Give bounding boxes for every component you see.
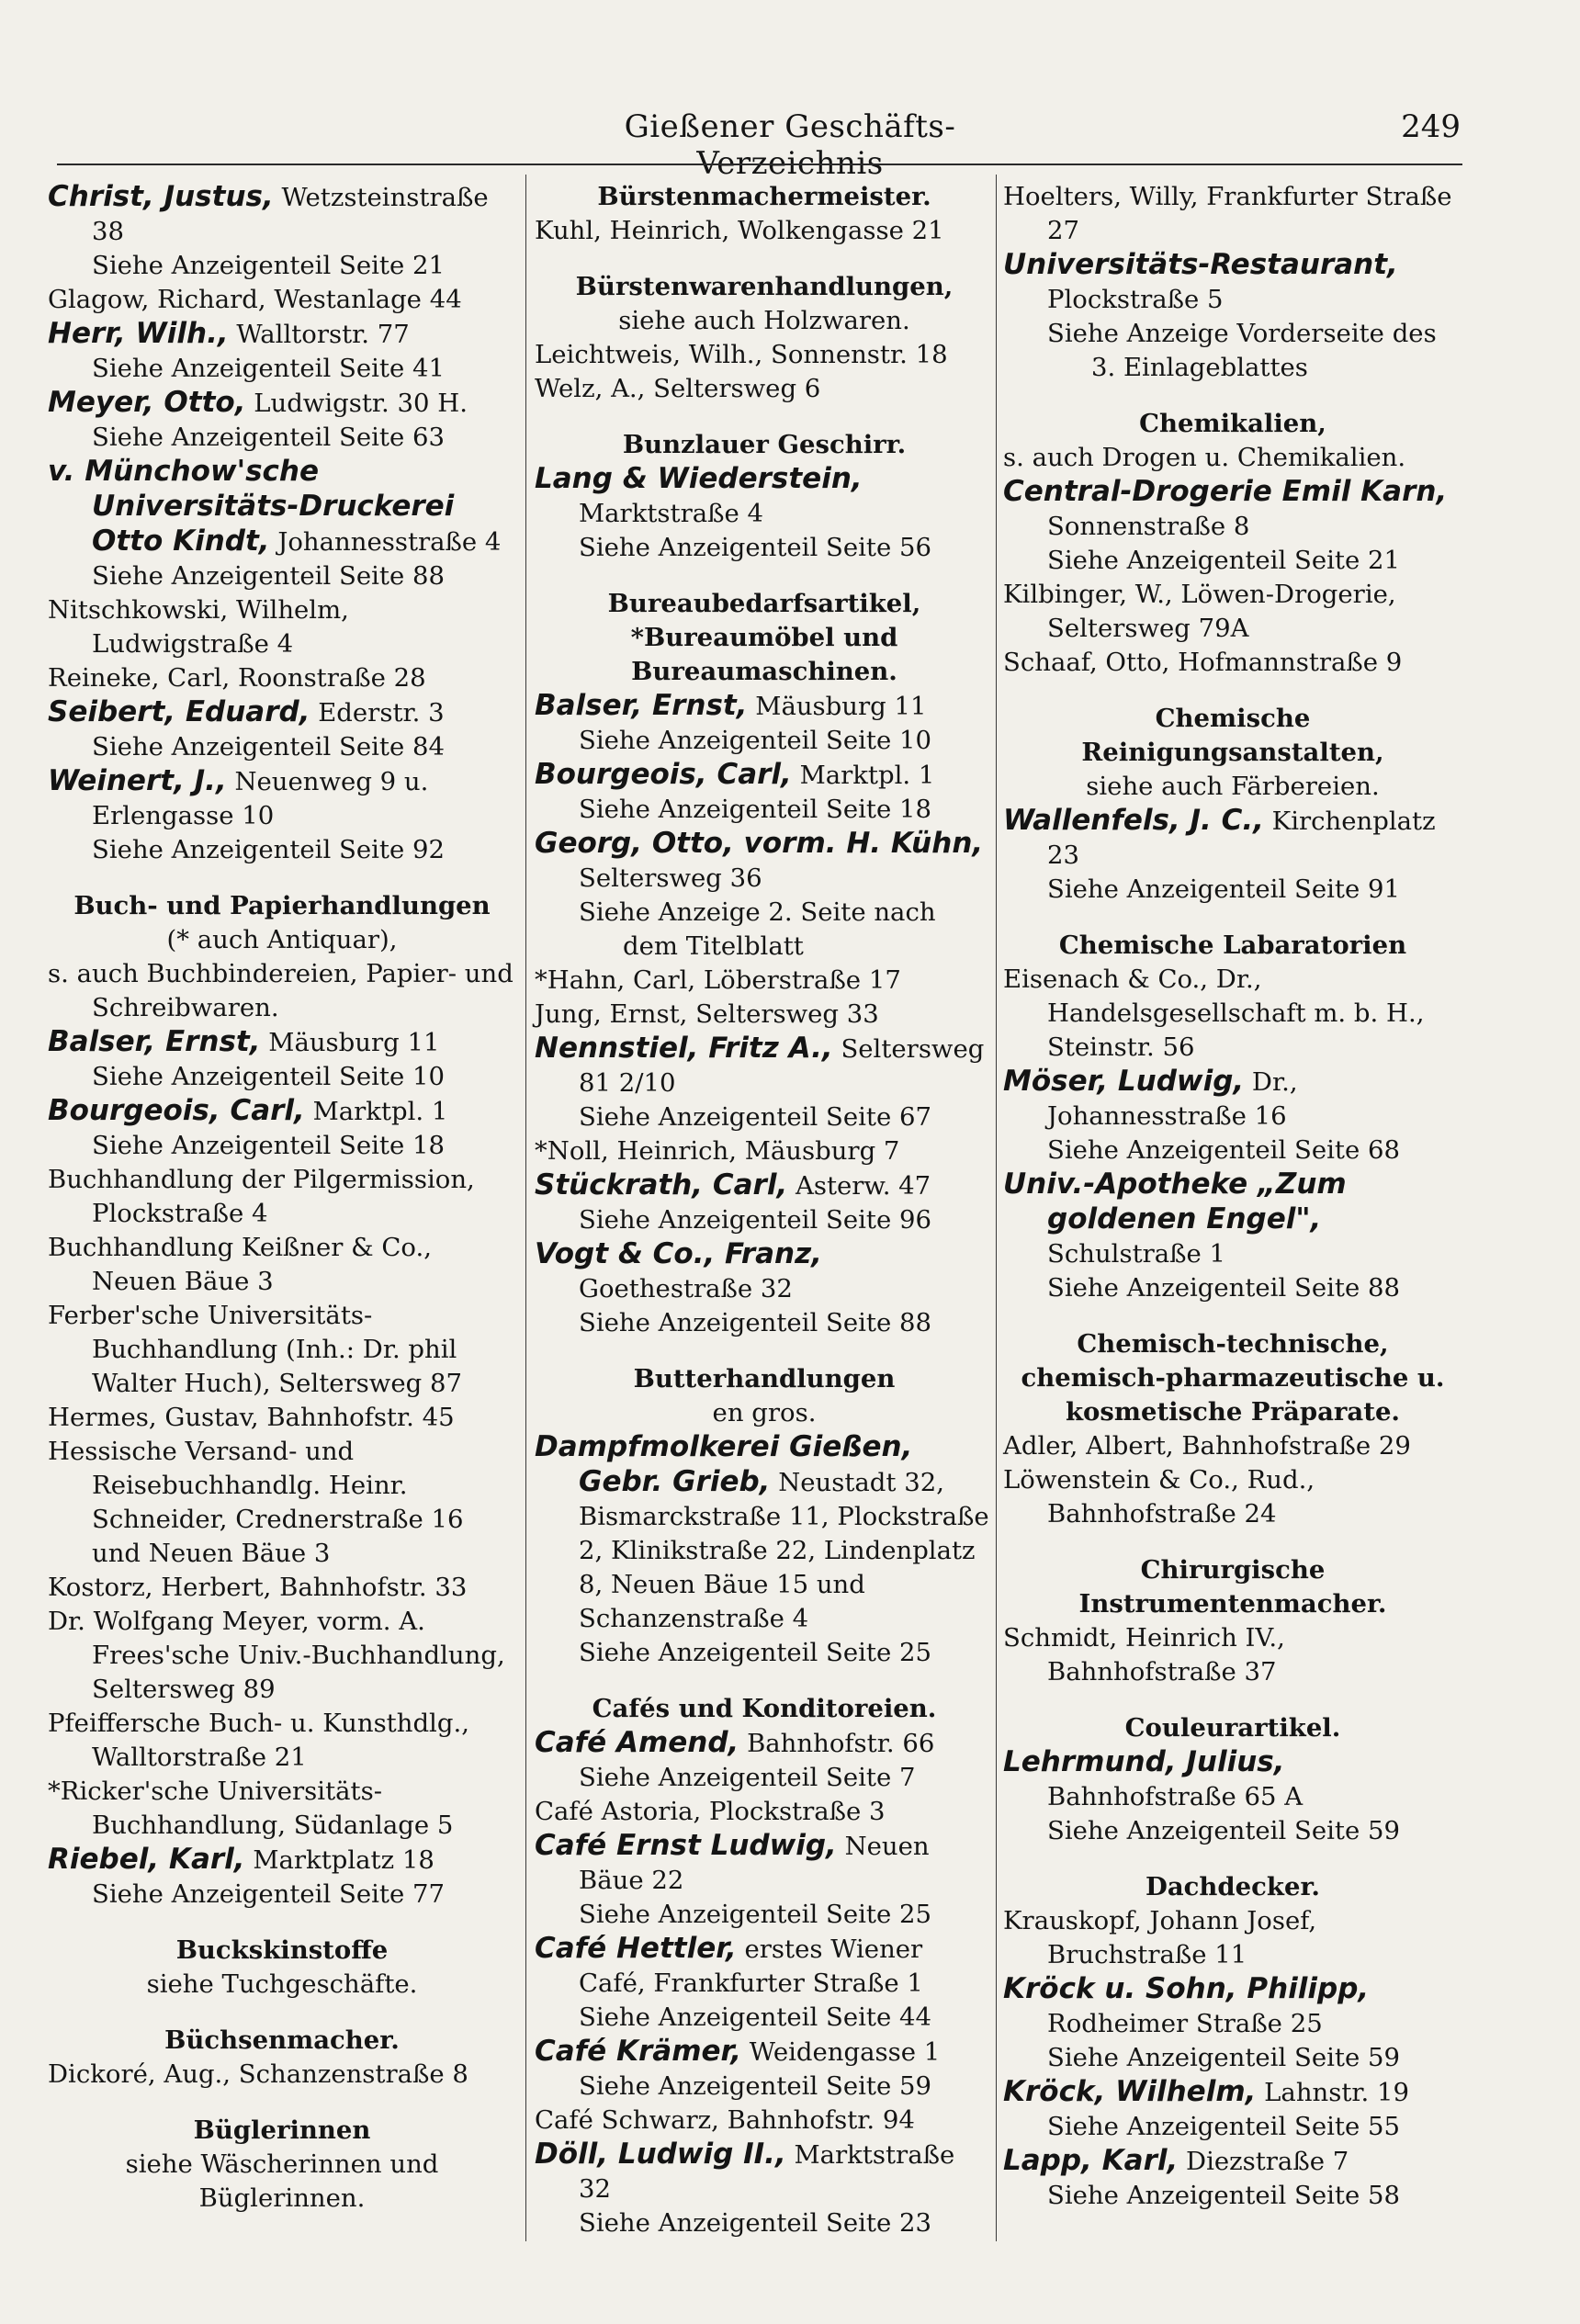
firm-name: Meyer, Otto, (48, 386, 246, 419)
section-subheading: en gros. (712, 1398, 817, 1427)
entry-text: Rodheimer Straße 25 (1047, 2009, 1323, 2038)
section-heading-text: *Bureaumöbel und Bureaumaschinen. (630, 623, 898, 686)
directory-entry (48, 455, 516, 593)
ad-reference: Siehe Anzeigenteil Seite 18 (579, 795, 931, 824)
directory-entry (1003, 1463, 1462, 1531)
firm-name: Kröck, Wilhelm, (1003, 2075, 1257, 2108)
directory-entry (1003, 2075, 1462, 2144)
directory-entry (48, 1707, 516, 1775)
entry-text: Lahnstr. 19 (1264, 2078, 1410, 2107)
entry-text: Leichtweis, Wilh., Sonnenstr. 18 (535, 340, 948, 369)
ad-reference: Siehe Anzeigenteil Seite 25 (579, 1900, 931, 1929)
section-heading-text: Cafés und Konditoreien. (592, 1694, 937, 1723)
directory-entry (1003, 1745, 1462, 1848)
firm-name: Seibert, Eduard, (48, 695, 310, 728)
entry-text: Eisenach & Co., Dr., Handelsgesellschaft m. b. H., Steinstr. 56 (1003, 965, 1425, 1062)
entry-text: Neuen Bäue 22 (579, 1832, 930, 1895)
column-2 (535, 180, 994, 2240)
section-heading (1003, 1870, 1462, 1904)
column-divider-2 (996, 175, 997, 2241)
directory-entry (535, 1134, 994, 1168)
ad-reference: Siehe Anzeigenteil Seite 91 (1047, 874, 1400, 904)
directory-entry (48, 180, 516, 283)
directory-entry (535, 214, 994, 248)
ad-reference: Siehe Anzeigenteil Seite 88 (1047, 1273, 1400, 1303)
directory-entry (535, 1932, 994, 2035)
directory-entry (1003, 646, 1462, 680)
entry-text: Dr., Johannesstraße 16 (1047, 1067, 1298, 1131)
firm-name: Café Ernst Ludwig, (535, 1829, 837, 1862)
entry-text: Walltorstr. 77 (236, 320, 410, 349)
ad-reference: Siehe Anzeigenteil Seite 88 (579, 1308, 931, 1337)
section-heading-text: Couleurartikel. (1124, 1713, 1341, 1743)
firm-name: Balser, Ernst, (535, 689, 748, 722)
entry-text: Ferber'sche Universitäts-Buchhandlung (Inh.: Dr. phil Walter Huch), Seltersweg 87 (48, 1301, 462, 1398)
firm-name: Riebel, Karl, (48, 1843, 245, 1876)
directory-entry (48, 317, 516, 386)
directory-entry (535, 1726, 994, 1795)
section-heading-text: Chemikalien, (1139, 409, 1326, 438)
directory-entry (535, 372, 994, 406)
ad-reference: Siehe Anzeigenteil Seite 58 (1047, 2181, 1400, 2210)
firm-name: Kröck u. Sohn, Philipp, (1003, 1972, 1370, 2005)
directory-entry (535, 462, 994, 565)
firm-name: Lapp, Karl, (1003, 2144, 1179, 2177)
section-heading-text: Büglerinnen (193, 2115, 371, 2145)
firm-name: Wallenfels, J. C., (1003, 804, 1264, 837)
directory-entry (48, 1231, 516, 1299)
directory-entry (535, 1032, 994, 1134)
entry-text: Goethestraße 32 (579, 1274, 793, 1303)
section-heading (1003, 1553, 1462, 1621)
ad-reference: Siehe Anzeigenteil Seite 41 (92, 354, 445, 383)
column-3 (1003, 180, 1462, 2213)
directory-entry (1003, 578, 1462, 646)
entry-text: Bahnhofstr. 66 (747, 1729, 935, 1758)
entry-text: Marktpl. 1 (312, 1097, 448, 1126)
directory-entry (48, 1094, 516, 1163)
ad-reference: Siehe Anzeigenteil Seite 23 (579, 2208, 931, 2238)
ad-reference: Siehe Anzeigenteil Seite 59 (579, 2071, 931, 2101)
ad-reference: Siehe Anzeigenteil Seite 44 (579, 2002, 931, 2032)
entry-text: Adler, Albert, Bahnhofstraße 29 (1003, 1431, 1411, 1461)
entry-text: s. auch Buchbindereien, Papier- und Schreibwaren. (48, 959, 514, 1022)
directory-entry (48, 957, 516, 1025)
entry-text: Marktpl. 1 (799, 761, 935, 790)
directory-entry (535, 1430, 994, 1670)
entry-text: Kirchenplatz 23 (1047, 807, 1436, 870)
ad-reference: Siehe Anzeigenteil Seite 10 (579, 726, 931, 755)
entry-text: Schmidt, Heinrich IV., Bahnhofstraße 37 (1003, 1623, 1285, 1687)
directory-entry (48, 695, 516, 764)
entry-text: Sonnenstraße 8 (1047, 512, 1250, 541)
header-rule (57, 164, 1462, 165)
firm-name: Döll, Ludwig II., (535, 2138, 786, 2171)
directory-entry (535, 1829, 994, 1932)
cross-reference: siehe Tuchgeschäfte. (146, 1969, 418, 1999)
entry-text: Dr. Wolfgang Meyer, vorm. A. Frees'sche Univ.-Buchhandlung, Seltersweg 89 (48, 1607, 505, 1704)
section-heading-text: Chirurgische Instrumentenmacher. (1078, 1555, 1387, 1619)
entry-text: Neustadt 32, Bismarckstraße 11, Plockstraße 2, Klinikstraße 22, Lindenplatz 8, Neuen Bäue 15 und Schanzenstraße 4 (579, 1468, 989, 1633)
ad-reference: Siehe Anzeigenteil Seite 55 (1047, 2112, 1400, 2141)
entry-text: Asterw. 47 (795, 1171, 931, 1201)
directory-entry (48, 1025, 516, 1094)
entry-text: Neuenweg 9 u. Erlengasse 10 (92, 767, 429, 830)
directory-entry (48, 1605, 516, 1707)
firm-name: Herr, Wilh., (48, 317, 229, 350)
entry-text: Plockstraße 5 (1047, 285, 1224, 314)
cross-reference: siehe auch Holzwaren. (618, 306, 910, 335)
section-heading (535, 270, 994, 304)
directory-entry (48, 1571, 516, 1605)
section-heading (535, 587, 994, 689)
ad-reference: Siehe Anzeigenteil Seite 88 (92, 561, 445, 591)
section-heading-text: Buch- und Papierhandlungen (73, 891, 491, 920)
entry-text: Diezstraße 7 (1186, 2147, 1349, 2176)
firm-name: Univ.-Apotheke „Zum goldenen Engel", (1003, 1168, 1347, 1235)
section-heading (1003, 1327, 1462, 1429)
firm-name: Balser, Ernst, (48, 1025, 261, 1058)
entry-text: Mäusburg 11 (268, 1028, 440, 1057)
entry-text: Marktstraße 4 (579, 499, 763, 528)
section-heading (1003, 1711, 1462, 1745)
directory-entry (1003, 441, 1462, 475)
ad-reference: Siehe Anzeigenteil Seite 96 (579, 1205, 931, 1235)
entry-text: Hoelters, Willy, Frankfurter Straße 27 (1003, 182, 1452, 245)
directory-entry (48, 283, 516, 317)
directory-entry (535, 998, 994, 1032)
firm-name: v. Münchow'sche Universitäts-Druckerei Otto Kindt, (48, 455, 455, 558)
directory-entry (48, 764, 516, 867)
directory-entry (1003, 1168, 1462, 1305)
directory-entry (535, 689, 994, 758)
entry-text: Ludwigstr. 30 H. (254, 389, 468, 418)
directory-entry (1003, 475, 1462, 578)
directory-entry (1003, 1429, 1462, 1463)
firm-name: Universitäts-Restaurant, (1003, 248, 1398, 281)
entry-text: Pfeiffersche Buch- u. Kunsthdlg., Walltorstraße 21 (48, 1709, 469, 1772)
directory-entry (48, 1775, 516, 1843)
directory-entry (48, 661, 516, 695)
ad-reference: Siehe Anzeigenteil Seite 18 (92, 1131, 445, 1160)
firm-name: Stückrath, Carl, (535, 1168, 788, 1201)
directory-entry (48, 1163, 516, 1231)
directory-entry (48, 2058, 516, 2092)
entry-text: *Hahn, Carl, Löberstraße 17 (535, 965, 901, 995)
entry-text: Glagow, Richard, Westanlage 44 (48, 285, 462, 314)
cross-reference: siehe Wäscherinnen und Büglerinnen. (125, 2149, 439, 2213)
entry-text: Mäusburg 11 (755, 692, 927, 721)
entry-text: Welz, A., Seltersweg 6 (535, 374, 821, 403)
entry-text: Ederstr. 3 (318, 698, 445, 728)
entry-text: Buchhandlung Keißner & Co., Neuen Bäue 3 (48, 1233, 432, 1296)
firm-name: Bourgeois, Carl, (535, 758, 792, 791)
ad-reference: Siehe Anzeigenteil Seite 7 (579, 1763, 916, 1792)
entry-text: *Noll, Heinrich, Mäusburg 7 (535, 1136, 900, 1166)
entry-text: Krauskopf, Johann Josef, Bruchstraße 11 (1003, 1906, 1317, 1969)
entry-text: Hermes, Gustav, Bahnhofstr. 45 (48, 1403, 455, 1432)
entry-text: Nitschkowski, Wilhelm, Ludwigstraße 4 (48, 595, 349, 659)
entry-text: Reineke, Carl, Roonstraße 28 (48, 663, 426, 693)
section-heading-text: Bürstenmachermeister. (597, 182, 931, 211)
entry-text: Café Schwarz, Bahnhofstr. 94 (535, 2105, 915, 2135)
section-heading (535, 1692, 994, 1726)
section-heading-text: Butterhandlungen (633, 1364, 896, 1393)
firm-name: Weinert, J., (48, 764, 227, 797)
firm-name: Café Krämer, (535, 2035, 742, 2068)
directory-entry (535, 964, 994, 998)
directory-entry (1003, 1065, 1462, 1168)
entry-text: s. auch Drogen u. Chemikalien. (1003, 443, 1406, 472)
directory-entry (48, 1401, 516, 1435)
cross-reference: siehe auch Färbereien. (1086, 772, 1380, 801)
entry-text: Weidengasse 1 (749, 2037, 941, 2067)
entry-text: Kilbinger, W., Löwen-Drogerie, Seltersweg 79A (1003, 580, 1396, 643)
entry-text: erstes Wiener Café, Frankfurter Straße 1 (579, 1935, 923, 1998)
directory-entry (1003, 2144, 1462, 2213)
entry-text: Schulstraße 1 (1047, 1239, 1226, 1269)
section-heading-text: Bureaubedarfsartikel, (607, 589, 921, 618)
entry-text: Bahnhofstraße 65 A (1047, 1782, 1304, 1811)
directory-entry (1003, 804, 1462, 907)
ad-reference: Siehe Anzeige 2. Seite nach dem Titelblatt (579, 897, 936, 961)
ad-reference: Siehe Anzeigenteil Seite 67 (579, 1102, 931, 1132)
firm-name: Möser, Ludwig, (1003, 1065, 1245, 1098)
section-heading (48, 1934, 516, 1968)
section-heading-text: Buckskinstoffe (175, 1935, 389, 1965)
section-heading (535, 180, 994, 214)
page-number: 249 (1401, 108, 1461, 145)
section-heading (1003, 702, 1462, 770)
firm-name: Lang & Wiederstein, (535, 462, 863, 495)
directory-entry (1003, 1972, 1462, 2075)
firm-name: Vogt & Co., Franz, (535, 1237, 822, 1270)
directory-entry (535, 2035, 994, 2104)
ad-reference: Siehe Anzeigenteil Seite 21 (92, 251, 445, 280)
directory-entry (1003, 248, 1462, 385)
directory-entry (535, 2104, 994, 2138)
entry-text: Schaaf, Otto, Hofmannstraße 9 (1003, 648, 1403, 677)
section-heading (1003, 929, 1462, 963)
entry-text: Seltersweg 81 2/10 (579, 1034, 985, 1098)
section-heading (535, 428, 994, 462)
ad-reference: Siehe Anzeigenteil Seite 68 (1047, 1135, 1400, 1165)
directory-entry (48, 593, 516, 661)
section-heading (1003, 407, 1462, 441)
column-divider-1 (525, 175, 526, 2241)
directory-entry (1003, 963, 1462, 1065)
entry-text: Jung, Ernst, Seltersweg 33 (535, 999, 879, 1029)
entry-text: Seltersweg 36 (579, 863, 762, 893)
ad-reference: Siehe Anzeigenteil Seite 59 (1047, 2043, 1400, 2072)
directory-entry (535, 758, 994, 827)
section-heading (48, 2114, 516, 2148)
firm-name: Bourgeois, Carl, (48, 1094, 305, 1127)
running-head (0, 108, 1580, 182)
ad-reference: Siehe Anzeigenteil Seite 56 (579, 533, 931, 562)
section-heading (48, 889, 516, 957)
section-heading-text: Chemisch-technische, chemisch-pharmazeutische u. kosmetische Präparate. (1021, 1329, 1445, 1427)
firm-name: Nennstiel, Fritz A., (535, 1032, 833, 1065)
directory-entry (535, 1795, 994, 1829)
running-title: Gießener Geschäfts-Verzeichnis (624, 108, 956, 182)
directory-entry (535, 1168, 994, 1237)
directory-entry (535, 827, 994, 964)
directory-entry (1003, 1904, 1462, 1972)
section-heading-text: Dachdecker. (1146, 1872, 1320, 1901)
firm-name: Dampfmolkerei Gießen, Gebr. Grieb, (535, 1430, 913, 1498)
entry-text: Kostorz, Herbert, Bahnhofstr. 33 (48, 1573, 468, 1602)
entry-text: Buchhandlung der Pilgermission, Plockstraße 4 (48, 1165, 475, 1228)
directory-entry (48, 1435, 516, 1571)
section-heading (535, 1362, 994, 1430)
ad-reference: Siehe Anzeigenteil Seite 59 (1047, 1816, 1400, 1845)
section-subheading: (* auch Antiquar), (166, 925, 398, 954)
firm-name: Café Hettler, (535, 1932, 737, 1965)
firm-name: Lehrmund, Julius, (1003, 1745, 1285, 1778)
entry-text: Wetzsteinstraße 38 (92, 183, 489, 246)
directory-entry (1003, 1621, 1462, 1689)
section-heading-text: Büchsenmacher. (164, 2025, 400, 2055)
column-1 (48, 180, 516, 2216)
section-heading-text: Chemische Reinigungsanstalten, (1081, 704, 1384, 767)
entry-text: Café Astoria, Plockstraße 3 (535, 1797, 886, 1826)
firm-name: Georg, Otto, vorm. H. Kühn, (535, 827, 984, 860)
ad-reference: Siehe Anzeigenteil Seite 10 (92, 1062, 445, 1091)
entry-text: Dickoré, Aug., Schanzenstraße 8 (48, 2059, 468, 2089)
section-heading (48, 2024, 516, 2058)
ad-reference: Siehe Anzeigenteil Seite 63 (92, 423, 445, 452)
entry-text: Johannesstraße 4 (277, 527, 502, 557)
directory-entry (535, 338, 994, 372)
entry-text: Marktstraße 32 (579, 2140, 955, 2204)
ad-reference: Siehe Anzeigenteil Seite 25 (579, 1638, 931, 1667)
section-heading-text: Bunzlauer Geschirr. (622, 430, 907, 459)
section-heading-text: Bürstenwarenhandlungen, (575, 272, 954, 301)
entry-text: *Ricker'sche Universitäts-Buchhandlung, Südanlage 5 (48, 1777, 454, 1840)
entry-text: Kuhl, Heinrich, Wolkengasse 21 (535, 216, 944, 245)
ad-reference: Siehe Anzeigenteil Seite 21 (1047, 546, 1400, 575)
section-heading-text: Chemische Labaratorien (1058, 931, 1407, 960)
directory-entry (535, 1237, 994, 1340)
directory-entry (1003, 180, 1462, 248)
ad-reference: Siehe Anzeige Vorderseite des 3. Einlageblattes (1047, 319, 1437, 382)
firm-name: Café Amend, (535, 1726, 739, 1759)
directory-entry (48, 1299, 516, 1401)
directory-entry (535, 2138, 994, 2240)
ad-reference: Siehe Anzeigenteil Seite 92 (92, 835, 445, 864)
entry-text: Hessische Versand- und Reisebuchhandlg. Heinr. Schneider, Crednerstraße 16 und Neuen Bäue 3 (48, 1437, 464, 1568)
directory-entry (48, 1843, 516, 1912)
entry-text: Löwenstein & Co., Rud., Bahnhofstraße 24 (1003, 1465, 1315, 1529)
firm-name: Central-Drogerie Emil Karn, (1003, 475, 1448, 508)
entry-text: Marktplatz 18 (253, 1845, 434, 1875)
directory-entry (48, 386, 516, 455)
firm-name: Christ, Justus, (48, 180, 274, 213)
ad-reference: Siehe Anzeigenteil Seite 77 (92, 1879, 445, 1909)
ad-reference: Siehe Anzeigenteil Seite 84 (92, 732, 445, 762)
